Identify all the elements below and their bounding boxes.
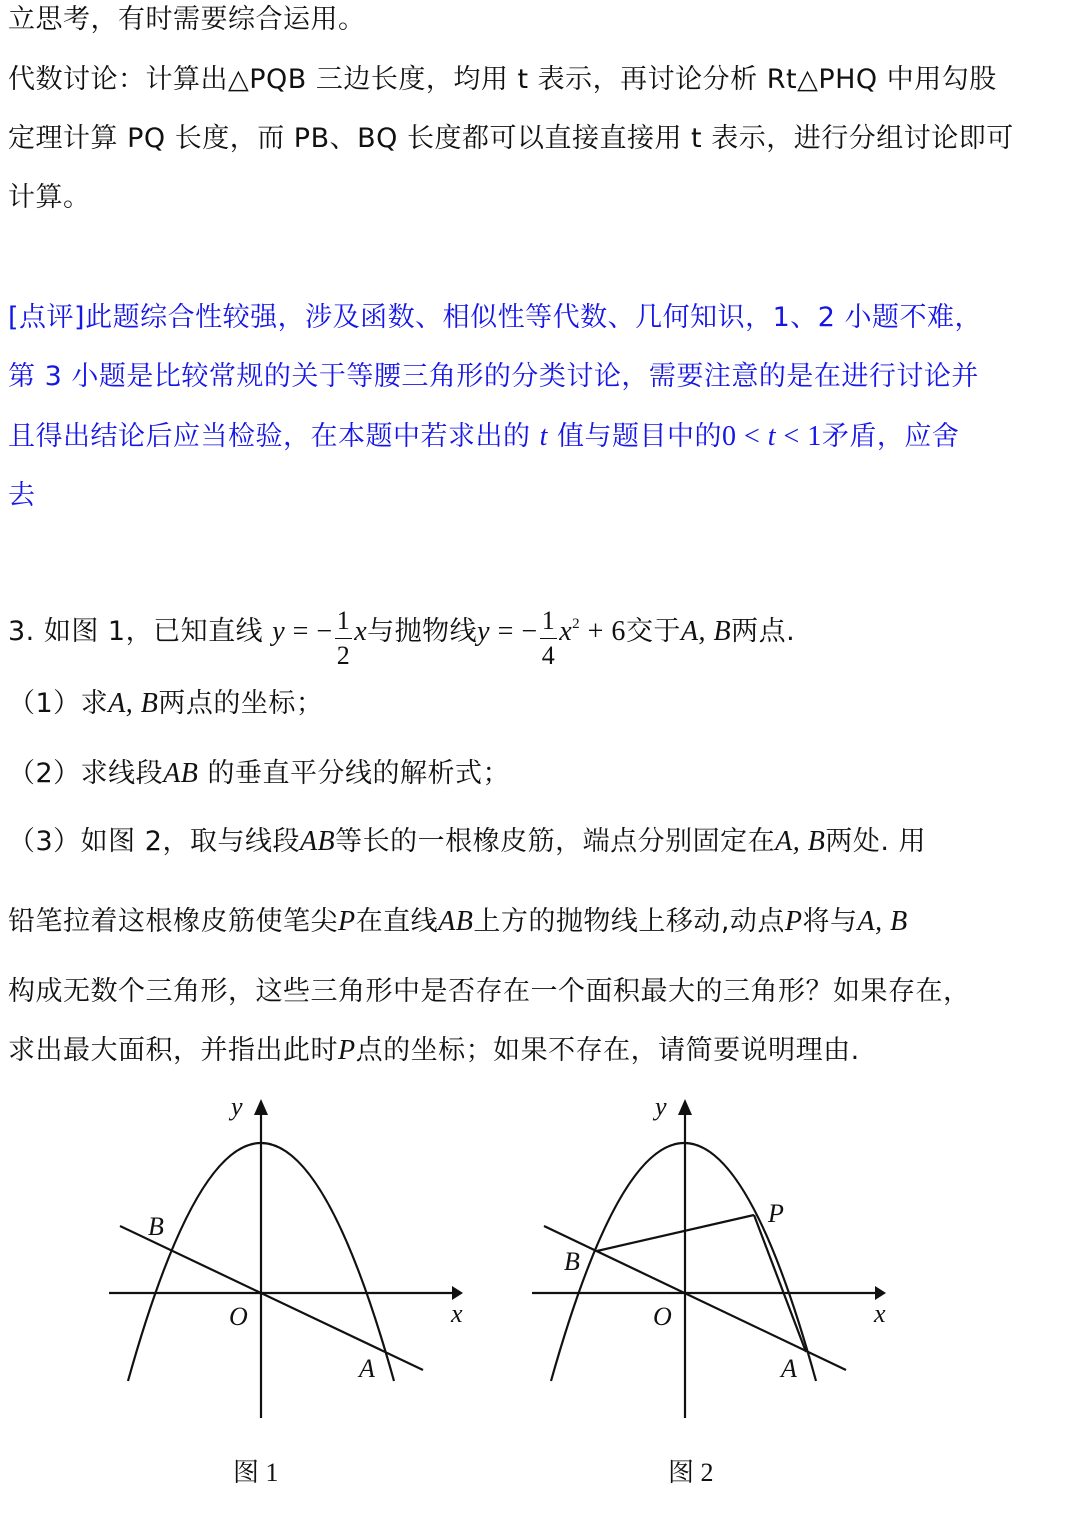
comment-text: 矛盾，应舍 (821, 421, 960, 452)
question-3-line-4 (8, 1031, 860, 1071)
problem-text: 交于 (625, 616, 681, 647)
analysis-line-3: 定理计算 PQ 长度，而 PB、BQ 长度都可以直接直接用 t 表示，进行分组讨论即可 (8, 123, 1014, 154)
math-point-p: P (784, 906, 803, 937)
analysis-line-1: 立思考，有时需要综合运用。 (8, 4, 366, 35)
question-text: 两处. 用 (825, 826, 927, 857)
y-axis-label: y (655, 1092, 667, 1121)
question-text: 两点的坐标； (158, 688, 324, 719)
segment-bp (597, 1215, 754, 1251)
comment-line-4: 去 (8, 480, 36, 511)
point-b-label: B (148, 1212, 164, 1241)
problem-text: 两点. (731, 616, 796, 647)
math-point-p: P (338, 1035, 356, 1066)
x-axis-arrow-icon (875, 1286, 886, 1300)
parabola-curve (551, 1143, 816, 1381)
question-text: 点的坐标；如果不存在，请简要说明理由. (355, 1035, 860, 1066)
math-var-y: y (272, 616, 286, 647)
y-axis-arrow-icon (254, 1099, 268, 1115)
math-var-x: x (354, 616, 368, 647)
comment-line-1: [点评]此题综合性较强，涉及函数、相似性等代数、几何知识，1、2 小题不难， (8, 302, 983, 333)
comment-line-3 (8, 417, 959, 457)
line-ab (120, 1226, 423, 1370)
math-segment: AB (299, 826, 336, 857)
question-text: 等长的一根橡皮筋，端点分别固定在 (335, 826, 776, 857)
question-2 (8, 754, 510, 794)
fraction-one-half: $\frac{1}{2}$ (336, 606, 351, 670)
problem-intro (8, 602, 796, 670)
question-text: （3）如图 2，取与线段 (8, 826, 300, 857)
segment-pa (754, 1215, 806, 1352)
math-point-p: P (338, 906, 356, 937)
math-points: A, B (857, 906, 908, 937)
question-1 (8, 684, 323, 724)
fraction-one-quarter: $\frac{1}{4}$ (541, 606, 556, 670)
math-segment: AB (438, 906, 474, 937)
math-equals: = − (490, 616, 538, 647)
comment-line-2: 第 3 小题是比较常规的关于等腰三角形的分类讨论，需要注意的是在进行讨论并 (8, 361, 979, 392)
problem-number-text: 3. 如图 1，已知直线 (8, 616, 264, 647)
point-a-label: A (359, 1354, 375, 1383)
y-axis-arrow-icon (678, 1099, 692, 1115)
analysis-line-4: 计算。 (8, 182, 91, 213)
point-a-label: A (781, 1354, 797, 1383)
math-inequality: < 1 (776, 421, 822, 452)
question-3-line-1 (8, 822, 926, 862)
question-text: （2）求线段 (8, 758, 164, 789)
origin-label: O (229, 1302, 248, 1331)
math-constant: + 6 (580, 616, 626, 647)
analysis-line-2: 代数讨论：计算出△PQB 三边长度，均用 t 表示，再讨论分析 Rt△PHQ 中用勾股 (8, 64, 997, 95)
question-3-line-3: 构成无数个三角形，这些三角形中是否存在一个面积最大的三角形？如果存在， (8, 976, 971, 1007)
figure-2-diagram (520, 1085, 900, 1425)
point-p-label: P (768, 1199, 784, 1228)
figure-1-diagram (100, 1085, 480, 1425)
x-axis-label: x (874, 1299, 886, 1328)
math-points: A, B (680, 616, 732, 647)
question-text: 的垂直平分线的解析式； (198, 758, 510, 789)
question-text: （1）求 (8, 688, 109, 719)
x-axis-arrow-icon (452, 1286, 463, 1300)
math-var-t: t (767, 421, 777, 452)
problem-text: 与抛物线 (367, 616, 478, 647)
math-points: A, B (108, 688, 159, 719)
math-equals: = − (285, 616, 333, 647)
math-exponent: 2 (572, 616, 581, 632)
point-b-label: B (564, 1247, 580, 1276)
math-var-y: y (477, 616, 491, 647)
y-axis-label: y (231, 1092, 243, 1121)
math-points: A, B (775, 826, 826, 857)
figure-2-caption: 图 2 (668, 1458, 714, 1487)
x-axis-label: x (451, 1299, 463, 1328)
math-var-t: t (539, 421, 548, 452)
line-ab (544, 1226, 846, 1370)
question-text: 在直线 (355, 906, 439, 937)
question-3-line-2 (8, 902, 908, 942)
question-text: 铅笔拉着这根橡皮筋使笔尖 (8, 906, 338, 937)
figure-1-caption: 图 1 (233, 1458, 279, 1487)
comment-text: 值与题目中的 (547, 421, 722, 452)
math-segment: AB (163, 758, 199, 789)
question-text: 上方的抛物线上移动,动点 (473, 906, 785, 937)
question-text: 求出最大面积，并指出此时 (8, 1035, 338, 1066)
comment-text: 且得出结论后应当检验，在本题中若求出的 (8, 421, 540, 452)
math-var-x: x (559, 616, 573, 647)
math-inequality: 0 < (721, 421, 768, 452)
question-text: 将与 (802, 906, 858, 937)
origin-label: O (653, 1302, 672, 1331)
